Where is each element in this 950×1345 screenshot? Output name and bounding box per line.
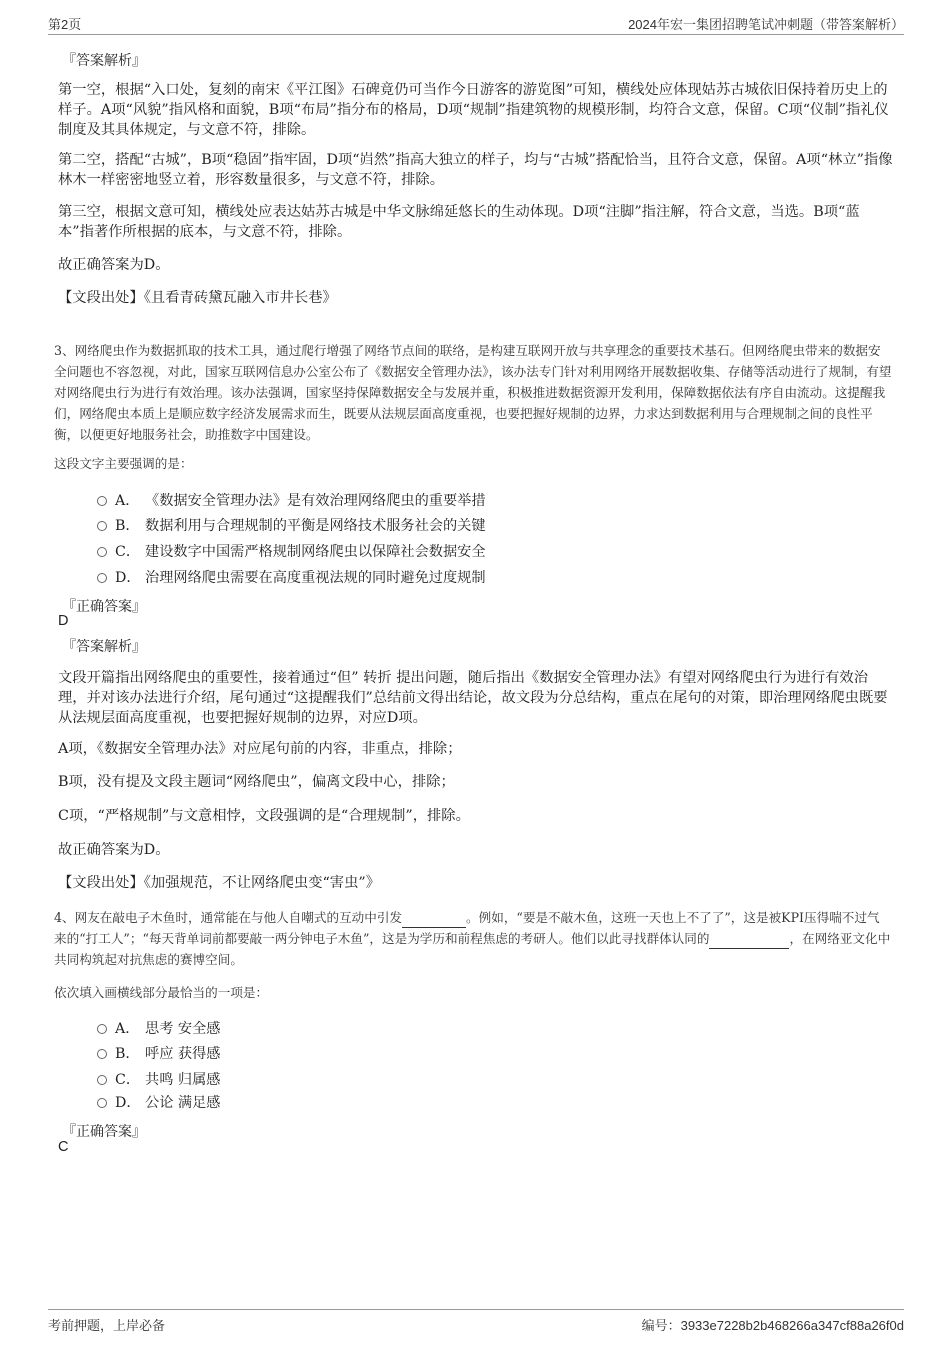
page-number: 第2页 [48,17,82,32]
fill-blank [709,934,789,949]
analysis-label: 『答案解析』 [62,53,146,69]
radio-icon[interactable] [97,1024,107,1034]
analysis-paragraph: 第三空，根据文意可知，横线处应表达姑苏古城是中华文脉绵延悠长的生动体现。D项“注脚”指注解，符合文意，当选。B项“蓝本”指著作所根据的底本，与文意不符，排除。 [58,204,860,240]
document-code: 编号：3933e7228b2b468266a347cf88a26f0d [641,1318,904,1333]
option-b[interactable]: B． 数据利用与合理规制的平衡是网络技术服务社会的关键 [97,515,486,537]
analysis-paragraph: B项，没有提及文段主题词“网络爬虫”，偏离文段中心，排除； [58,774,455,790]
analysis-paragraph: C项，“严格规制”与文意相悖，文段强调的是“合理规制”，排除。 [58,808,470,824]
conclusion: 故正确答案为D。 [58,842,170,858]
analysis-paragraph: 第二空，搭配“古城”，B项“稳固”指牢固，D项“岿然”指高大独立的样子，均与“古城”搭配恰当，且符合文意，保留。A项“林立”指像林木一样密密地竖立着，形容数量很多，与文意不符，排除。 [58,152,893,188]
radio-icon[interactable] [97,521,107,531]
option-a[interactable]: A． 思考 安全感 [97,1018,220,1040]
footer-slogan: 考前押题，上岸必备 [48,1318,166,1333]
question-prompt: 依次填入画横线部分最恰当的一项是： [54,985,269,1000]
document-title: 2024年宏一集团招聘笔试冲刺题（带答案解析） [628,17,904,32]
analysis-paragraph: A项，《数据安全管理办法》对应尾句前的内容，非重点，排除； [58,741,462,757]
option-b[interactable]: B． 呼应 获得感 [97,1043,220,1065]
analysis-label: 『答案解析』 [62,639,146,655]
answer-label: 『正确答案』 [62,1124,146,1140]
page-header [48,14,904,35]
analysis-paragraph: 文段开篇指出网络爬虫的重要性，接着通过“但” 转折 提出问题，随后指出《数据安全管理办法》有望对网络爬虫行为进行有效治理，并对该办法进行介绍，尾句通过“这提醒我们”总结前文得出结论，故文段为分总结构，重点在尾句的对策，即治理网络爬虫既要从法规层面高度重视，也要把握好规制的边界，对应D项。 [58,670,888,726]
option-d[interactable]: D． 公论 满足感 [97,1092,220,1114]
radio-icon[interactable] [97,496,107,506]
option-c[interactable]: C． 建设数字中国需严格规制网络爬虫以保障社会数据安全 [97,541,486,563]
option-d[interactable]: D． 治理网络爬虫需要在高度重视法规的同时避免过度规制 [97,567,486,589]
radio-icon[interactable] [97,1075,107,1085]
correct-answer: C [58,1139,69,1155]
radio-icon[interactable] [97,1049,107,1059]
question-prompt: 这段文字主要强调的是： [54,456,193,471]
fill-blank [402,913,466,928]
source-note: 【文段出处】《且看青砖黛瓦融入市井长巷》 [58,290,337,306]
question-stem: 3、网络爬虫作为数据抓取的技术工具，通过爬行增强了网络节点间的联络，是构建互联网开放与共享理念的重要技术基石。但网络爬虫带来的数据安全问题也不容忽视，对此，国家互联网信息办公室公布了《数据安全管理办法》，该办法专门针对利用网络开展数据收集、存储等活动进行了规制，有望对网络爬虫行为进行有效治理。该办法强调，国家坚持保障数据安全与发展并重，积极推进数据资源开发利用，保障数据依法有序自由流动。这提醒我们，网络爬虫本质上是顺应数字经济发展需求而生，既要从法规层面高度重视，也要把握好规制的边界，力求达到数据利用与合理规制之间的良性平衡，以便更好地服务社会，助推数字中国建设。 [54,343,892,442]
question-stem: 4、网友在敲电子木鱼时，通常能在与他人自嘲式的互动中引发 。例如，“要是不敲木鱼，这班一天也上不了了”，这是被KPI压得喘不过气来的“打工人”；“每天背单词前都要敲一两分钟电子木鱼”，这是为学历和前程焦虑的考研人。他们以此寻找群体认同的 ，在网络亚文化中共同构筑起对抗焦虑的赛博空间。 [54,910,891,967]
correct-answer: D [58,613,69,629]
page-footer [48,1309,904,1332]
answer-label: 『正确答案』 [62,599,146,615]
radio-icon[interactable] [97,547,107,557]
option-a[interactable]: A． 《数据安全管理办法》是有效治理网络爬虫的重要举措 [97,490,486,512]
radio-icon[interactable] [97,1098,107,1108]
source-note: 【文段出处】《加强规范，不让网络爬虫变“害虫”》 [58,875,380,891]
radio-icon[interactable] [97,573,107,583]
conclusion: 故正确答案为D。 [58,257,170,273]
analysis-paragraph: 第一空，根据“入口处，复刻的南宋《平江图》石碑竟仍可当作今日游客的游览图”可知，横线处应体现姑苏古城依旧保持着历史上的样子。A项“风貌”指风格和面貌，B项“布局”指分布的格局，D项“规制”指建筑物的规模形制，均符合文意，保留。C项“仪制”指礼仪制度及其具体规定，与文意不符，排除。 [58,82,889,138]
option-c[interactable]: C． 共鸣 归属感 [97,1069,220,1091]
